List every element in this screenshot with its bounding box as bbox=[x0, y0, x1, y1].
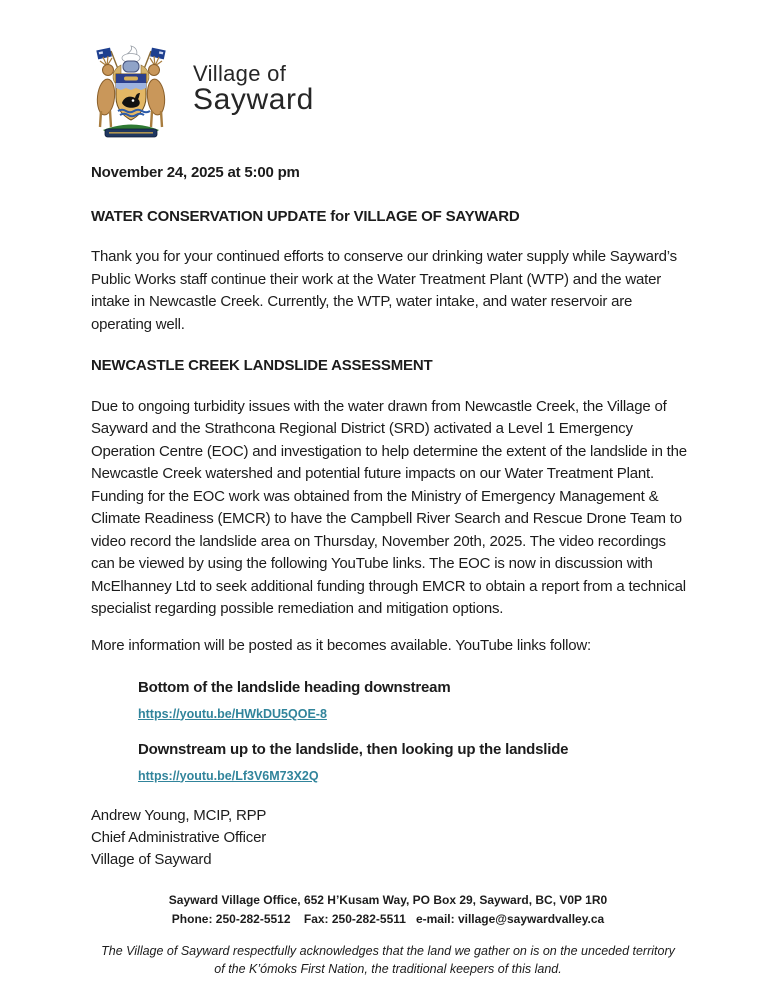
signature-block bbox=[91, 805, 687, 871]
letter-body bbox=[91, 162, 691, 871]
intro-paragraph: Thank you for your continued efforts to conserve our drinking water supply while Sayward’s Public Works staff continue their work at the Water Treatment Plant (WTP) and the water intake in Newcastle Creek. Currently, the WTP, water intake, and water reservoir are operating well. bbox=[91, 248, 681, 333]
org-name-line2: Sayward bbox=[193, 83, 314, 117]
org-wordmark bbox=[193, 45, 314, 116]
swan-crest-icon bbox=[122, 46, 140, 63]
land-acknowledgement: The Village of Sayward respectfully acknowledges that the land we gather on is on the unceded territory of the K’ómoks First Nation, the traditional keepers of this land. bbox=[101, 944, 675, 976]
video-title: Bottom of the landslide heading downstream bbox=[138, 679, 451, 696]
shield-icon bbox=[116, 74, 150, 120]
village-crest-icon bbox=[91, 45, 171, 140]
signature-role: Chief Administrative Officer bbox=[91, 829, 267, 846]
video-entry-2 bbox=[138, 739, 687, 787]
section-heading: NEWCASTLE CREEK LANDSLIDE ASSESSMENT bbox=[91, 357, 433, 374]
signature-name: Andrew Young, MCIP, RPP bbox=[91, 807, 267, 824]
video-title: Downstream up to the landslide, then looking up the landslide bbox=[138, 741, 569, 758]
stag-supporter-left bbox=[96, 56, 117, 127]
motto-ribbon-icon bbox=[105, 129, 157, 137]
section-paragraph: Due to ongoing turbidity issues with the water drawn from Newcastle Creek, the Village of Sayward and the Strathcona Regional District (SRD) activated a Level 1 Emergency Operation Centre (EOC) and investigation to help determine the extent of the landslide in the Newcastle Creek watershed and potential future impacts on our Water Treatment Plant. Funding for the EOC work was obtained from the Ministry of Emergency Management & Climate Readiness (EMCR) to have the Campbell River Search and Rescue Drone Team to video record the landslide area on Thursday, November 20th, 2025. The video recordings can be viewed by using the following YouTube links. The EOC is now in discussion with McElhanney Ltd to seek additional funding through EMCR to obtain a report from a technical specialist regarding possible remediation and mitigation options. bbox=[91, 397, 691, 617]
more-info-line: More information will be posted as it becomes available. YouTube links follow: bbox=[91, 636, 591, 654]
org-name-line1: Village of bbox=[193, 61, 287, 86]
date-line: November 24, 2025 at 5:00 pm bbox=[91, 164, 300, 181]
video-entry-1 bbox=[138, 677, 687, 725]
stag-supporter-right bbox=[146, 56, 167, 127]
youtube-link-1[interactable]: https://youtu.be/HWkDU5QOE-8 bbox=[138, 706, 327, 721]
office-contact-line: Phone: 250-282-5512 Fax: 250-282-5511 e-mail: village@saywardvalley.ca bbox=[171, 912, 605, 926]
letterhead bbox=[91, 45, 685, 140]
office-address-line: Sayward Village Office, 652 H’Kusam Way, PO Box 29, Sayward, BC, V0P 1R0 bbox=[168, 893, 608, 907]
signature-org: Village of Sayward bbox=[91, 851, 212, 868]
document-title: WATER CONSERVATION UPDATE for VILLAGE OF SAYWARD bbox=[91, 207, 520, 225]
footer-address bbox=[91, 891, 685, 929]
youtube-link-2[interactable]: https://youtu.be/Lf3V6M73X2Q bbox=[138, 768, 319, 783]
